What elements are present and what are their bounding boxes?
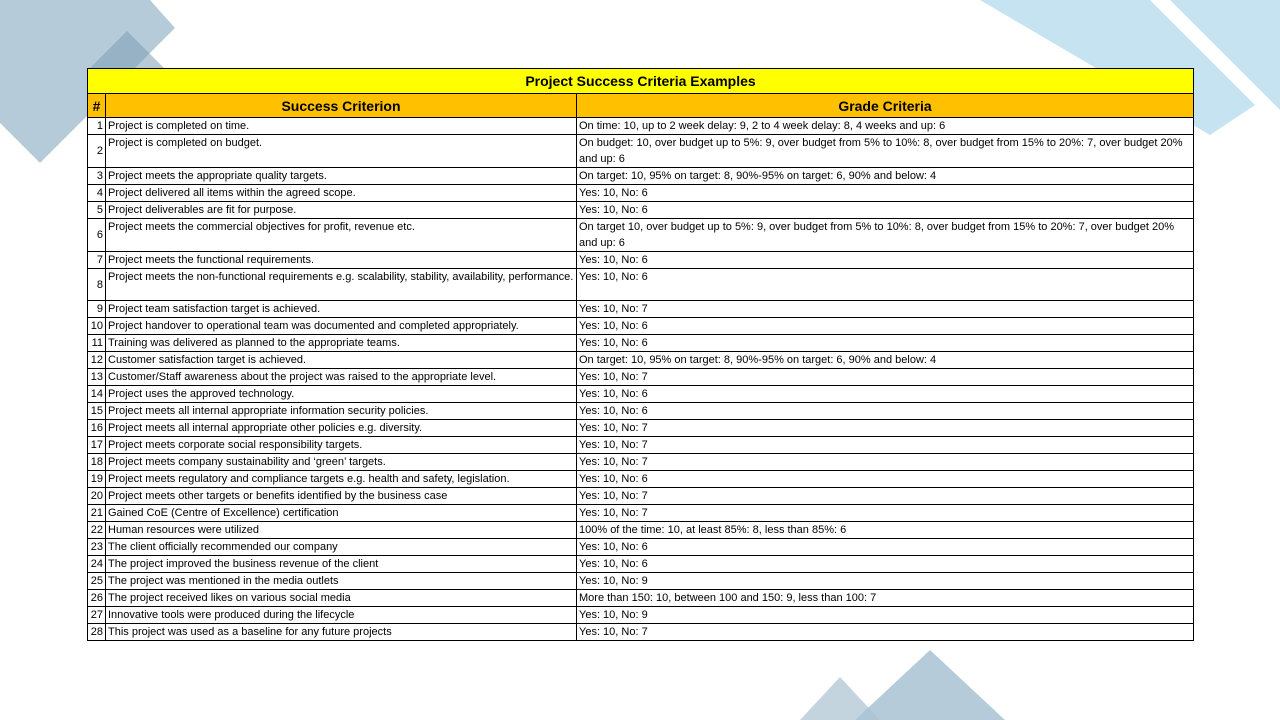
row-number: 23 (88, 539, 106, 556)
row-number: 15 (88, 403, 106, 420)
grade-criteria-cell: On target: 10, 95% on target: 8, 90%-95% on target: 6, 90% and below: 4 (577, 168, 1194, 185)
table-row (88, 624, 1194, 641)
table-row (88, 301, 1194, 318)
row-number: 2 (88, 135, 106, 168)
table-row (88, 556, 1194, 573)
table-row (88, 471, 1194, 488)
table-row (88, 607, 1194, 624)
grade-criteria-cell: Yes: 10, No: 6 (577, 403, 1194, 420)
grade-criteria-cell: On target 10, over budget up to 5%: 9, over budget from 5% to 10%: 8, over budget from 15% to 20%: 7, over budget 20% and up: 6 (577, 219, 1194, 252)
table-row (88, 269, 1194, 301)
column-header-grade-criteria: Grade Criteria (577, 94, 1194, 118)
row-number: 27 (88, 607, 106, 624)
success-criterion-cell: Project is completed on budget. (106, 135, 577, 168)
row-number: 20 (88, 488, 106, 505)
grade-criteria-cell: Yes: 10, No: 7 (577, 505, 1194, 522)
table-row (88, 386, 1194, 403)
row-number: 16 (88, 420, 106, 437)
success-criterion-cell: Project meets all internal appropriate other policies e.g. diversity. (106, 420, 577, 437)
grade-criteria-cell: Yes: 10, No: 6 (577, 202, 1194, 219)
success-criterion-cell: Project meets company sustainability and ‘green’ targets. (106, 454, 577, 471)
grade-criteria-cell: Yes: 10, No: 7 (577, 454, 1194, 471)
table-row (88, 202, 1194, 219)
success-criterion-cell: The project improved the business revenue of the client (106, 556, 577, 573)
success-criterion-cell: Customer satisfaction target is achieved. (106, 352, 577, 369)
table-body (88, 118, 1194, 641)
grade-criteria-cell: Yes: 10, No: 7 (577, 437, 1194, 454)
table-row (88, 252, 1194, 269)
grade-criteria-cell: Yes: 10, No: 6 (577, 269, 1194, 301)
success-criterion-cell: Project meets all internal appropriate information security policies. (106, 403, 577, 420)
row-number: 13 (88, 369, 106, 386)
success-criterion-cell: Customer/Staff awareness about the project was raised to the appropriate level. (106, 369, 577, 386)
table-row (88, 420, 1194, 437)
row-number: 7 (88, 252, 106, 269)
grade-criteria-cell: Yes: 10, No: 6 (577, 386, 1194, 403)
row-number: 9 (88, 301, 106, 318)
success-criterion-cell: Project meets other targets or benefits identified by the business case (106, 488, 577, 505)
grade-criteria-cell: Yes: 10, No: 6 (577, 252, 1194, 269)
row-number: 4 (88, 185, 106, 202)
table-row (88, 488, 1194, 505)
row-number: 25 (88, 573, 106, 590)
table-row (88, 590, 1194, 607)
success-criterion-cell: Project meets the commercial objectives for profit, revenue etc. (106, 219, 577, 252)
success-criterion-cell: Gained CoE (Centre of Excellence) certification (106, 505, 577, 522)
success-criterion-cell: Innovative tools were produced during the lifecycle (106, 607, 577, 624)
table-row (88, 318, 1194, 335)
table-row (88, 573, 1194, 590)
grade-criteria-cell: Yes: 10, No: 6 (577, 539, 1194, 556)
success-criterion-cell: Training was delivered as planned to the appropriate teams. (106, 335, 577, 352)
table-title: Project Success Criteria Examples (88, 69, 1194, 94)
grade-criteria-cell: Yes: 10, No: 7 (577, 488, 1194, 505)
success-criterion-cell: Human resources were utilized (106, 522, 577, 539)
row-number: 8 (88, 269, 106, 301)
bottom-right-diamond-front (855, 650, 1005, 720)
row-number: 22 (88, 522, 106, 539)
row-number: 21 (88, 505, 106, 522)
success-criterion-cell: This project was used as a baseline for any future projects (106, 624, 577, 641)
grade-criteria-cell: Yes: 10, No: 7 (577, 420, 1194, 437)
table-row (88, 437, 1194, 454)
grade-criteria-cell: On time: 10, up to 2 week delay: 9, 2 to 4 week delay: 8, 4 weeks and up: 6 (577, 118, 1194, 135)
success-criterion-cell: Project handover to operational team was documented and completed appropriately. (106, 318, 577, 335)
row-number: 5 (88, 202, 106, 219)
success-criterion-cell: The project received likes on various social media (106, 590, 577, 607)
table-row (88, 352, 1194, 369)
table-row (88, 335, 1194, 352)
grade-criteria-cell: Yes: 10, No: 9 (577, 607, 1194, 624)
success-criterion-cell: Project meets the functional requirements. (106, 252, 577, 269)
row-number: 24 (88, 556, 106, 573)
success-criterion-cell: Project uses the approved technology. (106, 386, 577, 403)
row-number: 17 (88, 437, 106, 454)
column-header-number: # (88, 94, 106, 118)
table-row (88, 522, 1194, 539)
row-number: 1 (88, 118, 106, 135)
table-row (88, 219, 1194, 252)
success-criterion-cell: Project team satisfaction target is achieved. (106, 301, 577, 318)
success-criterion-cell: Project meets the appropriate quality targets. (106, 168, 577, 185)
success-criterion-cell: Project deliverables are fit for purpose. (106, 202, 577, 219)
grade-criteria-cell: Yes: 10, No: 6 (577, 185, 1194, 202)
row-number: 11 (88, 335, 106, 352)
success-criteria-table (87, 68, 1194, 641)
table-row (88, 369, 1194, 386)
grade-criteria-cell: More than 150: 10, between 100 and 150: 9, less than 100: 7 (577, 590, 1194, 607)
grade-criteria-cell: On budget: 10, over budget up to 5%: 9, over budget from 5% to 10%: 8, over budget from 15% to 20%: 7, over budget 20% and up: 6 (577, 135, 1194, 168)
success-criterion-cell: The client officially recommended our company (106, 539, 577, 556)
row-number: 14 (88, 386, 106, 403)
success-criterion-cell: The project was mentioned in the media outlets (106, 573, 577, 590)
grade-criteria-cell: On target: 10, 95% on target: 8, 90%-95% on target: 6, 90% and below: 4 (577, 352, 1194, 369)
table-row (88, 454, 1194, 471)
grade-criteria-cell: 100% of the time: 10, at least 85%: 8, less than 85%: 6 (577, 522, 1194, 539)
table-row (88, 118, 1194, 135)
row-number: 18 (88, 454, 106, 471)
bottom-right-decoration (790, 645, 1050, 720)
success-criterion-cell: Project meets corporate social responsibility targets. (106, 437, 577, 454)
success-criterion-cell: Project meets the non-functional requirements e.g. scalability, stability, availability, performance. (106, 269, 577, 301)
grade-criteria-cell: Yes: 10, No: 7 (577, 301, 1194, 318)
table-row (88, 168, 1194, 185)
grade-criteria-cell: Yes: 10, No: 7 (577, 369, 1194, 386)
table-row (88, 539, 1194, 556)
row-number: 28 (88, 624, 106, 641)
success-criterion-cell: Project delivered all items within the agreed scope. (106, 185, 577, 202)
column-header-success-criterion: Success Criterion (106, 94, 577, 118)
row-number: 26 (88, 590, 106, 607)
table-row (88, 505, 1194, 522)
table-row (88, 135, 1194, 168)
grade-criteria-cell: Yes: 10, No: 6 (577, 556, 1194, 573)
row-number: 12 (88, 352, 106, 369)
grade-criteria-cell: Yes: 10, No: 9 (577, 573, 1194, 590)
success-criterion-cell: Project meets regulatory and compliance targets e.g. health and safety, legislation. (106, 471, 577, 488)
row-number: 6 (88, 219, 106, 252)
row-number: 19 (88, 471, 106, 488)
table-row (88, 403, 1194, 420)
table-row (88, 185, 1194, 202)
grade-criteria-cell: Yes: 10, No: 6 (577, 471, 1194, 488)
success-criterion-cell: Project is completed on time. (106, 118, 577, 135)
row-number: 3 (88, 168, 106, 185)
grade-criteria-cell: Yes: 10, No: 7 (577, 624, 1194, 641)
row-number: 10 (88, 318, 106, 335)
grade-criteria-cell: Yes: 10, No: 6 (577, 335, 1194, 352)
grade-criteria-cell: Yes: 10, No: 6 (577, 318, 1194, 335)
